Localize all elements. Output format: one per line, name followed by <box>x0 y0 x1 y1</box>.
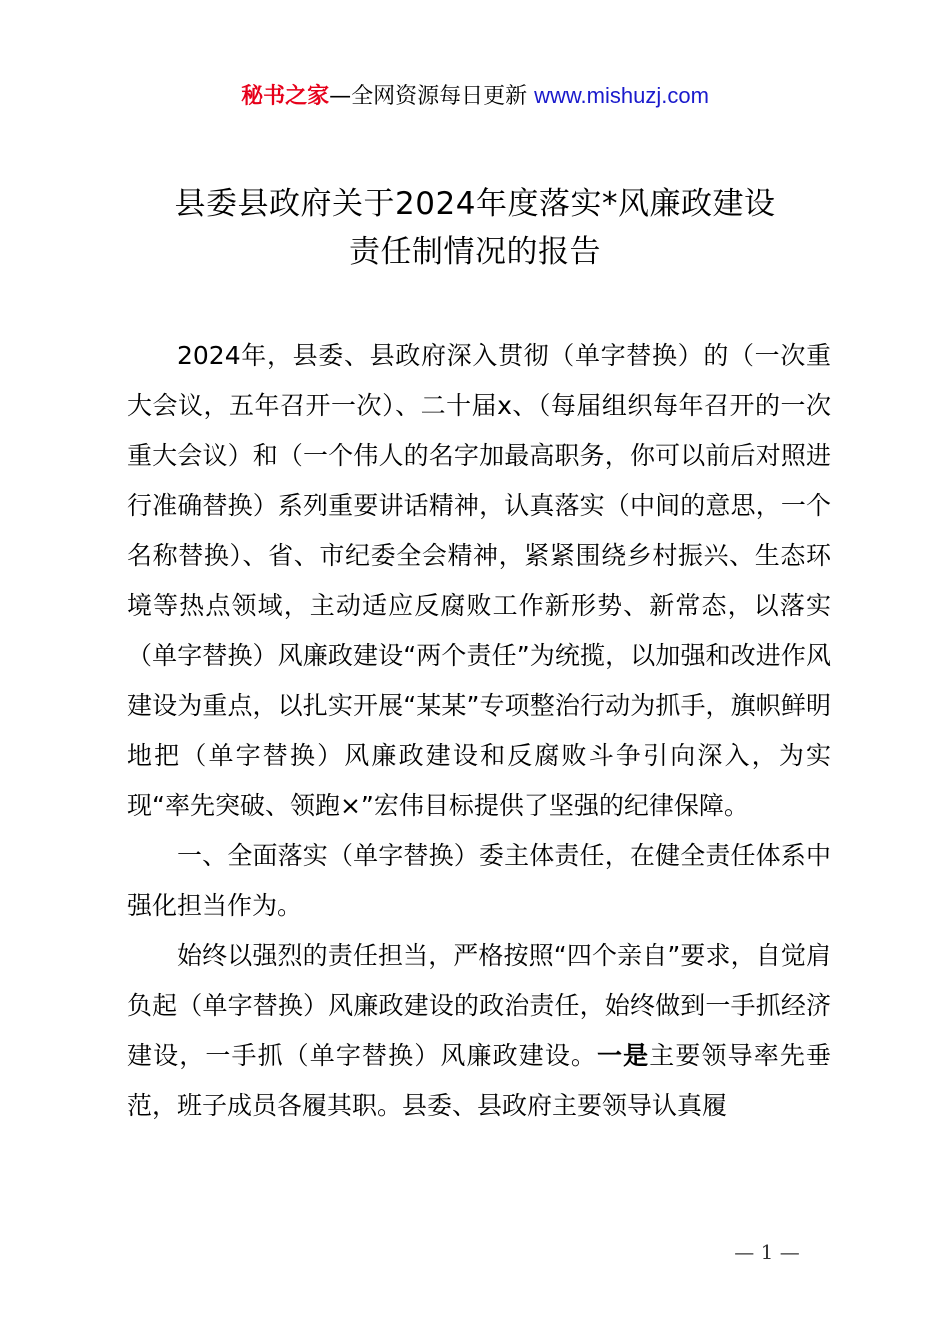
document-body <box>127 331 831 1131</box>
site-header <box>0 80 950 113</box>
document-title-line2: 责任制情况的报告 <box>349 234 601 270</box>
site-tagline: —全网资源每日更新 <box>329 84 535 109</box>
paragraph-section-1-rest: 主要领导率先垂范，班子成员各履其职。县委、县政府主要领导认真履 <box>127 1041 831 1120</box>
point-label-first: 一是 <box>597 1041 650 1070</box>
site-brand: 秘书之家 <box>241 84 330 109</box>
site-url[interactable]: www.mishuzj.com <box>534 83 709 108</box>
document-title <box>80 180 870 276</box>
paragraph-section-1 <box>127 931 831 1131</box>
page-number: — 1 — <box>734 1240 800 1264</box>
document-title-line1: 县委县政府关于2024年度落实*风廉政建设 <box>174 186 776 222</box>
section-heading-1: 一、全面落实（单字替换）委主体责任，在健全责任体系中强化担当作为。 <box>127 841 831 920</box>
paragraph-section-1-intro: 始终以强烈的责任担当，严格按照“四个亲自”要求，自觉肩负起（单字替换）风廉政建设的政治责任，始终做到一手抓经济建设，一手抓（单字替换）风廉政建设。 <box>127 941 831 1070</box>
paragraph-intro: 2024年，县委、县政府深入贯彻（单字替换）的（一次重大会议，五年召开一次）、二十届x、（每届组织每年召开的一次重大会议）和（一个伟人的名字加最高职务，你可以前后对照进行准确替换）系列重要讲话精神，认真落实（中间的意思，一个名称替换）、省、市纪委全会精神，紧紧围绕乡村振兴、生态环境等热点领域，主动适应反腐败工作新形势、新常态，以落实（单字替换）风廉政建设“两个责任”为统揽，以加强和改进作风建设为重点，以扎实开展“某某”专项整治行动为抓手，旗帜鲜明地把（单字替换）风廉政建设和反腐败斗争引向深入，为实现“率先突破、领跑×”宏伟目标提供了坚强的纪律保障。 <box>127 341 831 820</box>
